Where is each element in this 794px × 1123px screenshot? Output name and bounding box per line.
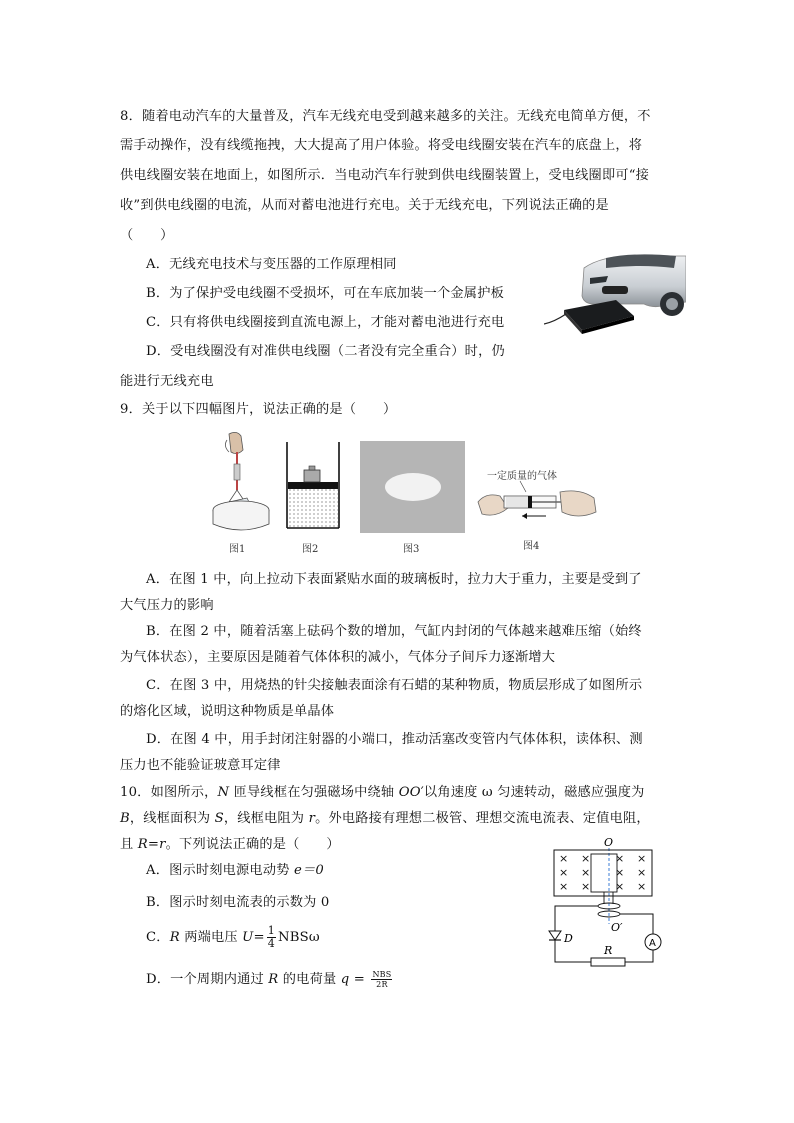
figure-4-syringe-image [476,478,600,528]
wireless-charging-car-image [544,250,686,336]
svg-text:×: × [637,866,647,879]
figure-1-glass-plate-image [207,430,277,540]
q8-line-2: 需手动操作，没有线缆拖拽，大大提高了用户体验。将受电线圈安装在汽车的底盘上，将 [120,138,643,153]
q9-option-c-line-2: 的熔化区域，说明这种物质是单晶体 [120,704,335,719]
figure-4-label: 图4 [523,541,540,552]
svg-text:×: × [615,852,625,865]
svg-text:×: × [637,880,647,893]
axis-label-o-top: O [604,836,614,849]
q10-stem-line-1: 10．如图所示，N 匝导线框在匀强磁场中绕轴 OO′以角速度 ω 匀速转动，磁感应强度为 [120,785,645,800]
resistor-label: R [604,944,613,957]
q9-stem: 9．关于以下四幅图片，说法正确的是（ ） [120,402,397,417]
svg-text:×: × [615,866,625,879]
svg-text:×: × [615,880,625,893]
figure-4-caption: 一定质量的气体 [487,471,557,482]
magnetic-field-crosses [559,852,646,893]
q8-line-3: 供电线圈安装在地面上，如图所示．当电动汽车行驶到供电线圈装置上，受电线圈即可“接 [120,168,650,183]
q8-answer-bracket: （ ） [120,228,174,243]
q9-option-a-line-2: 大气压力的影响 [120,598,214,613]
q8-option-d-cont: 能进行无线充电 [120,374,214,389]
svg-text:×: × [559,866,569,879]
ammeter-label: A [649,938,656,949]
q8-line-4: 收”到供电线圈的电流，从而对蓄电池进行充电。关于无线充电，下列说法正确的是 [120,198,609,213]
figure-2-cylinder-image [284,440,342,532]
q10-option-b: B．图示时刻电流表的示数为 0 [146,895,330,910]
diode-label: D [564,932,573,945]
svg-text:×: × [581,852,591,865]
q9-option-d-line-1: D．在图 4 中，用手封闭注射器的小端口，推动活塞改变管内气体体积，读体积、测 [146,732,643,747]
q8-option-c: C．只有将供电线圈接到直流电源上，才能对蓄电池进行充电 [146,315,505,330]
svg-text:×: × [581,866,591,879]
q8-option-b: B．为了保护受电线圈不受损坏，可在车底加装一个金属护板 [146,286,504,301]
q10-stem-line-3: 且 R=r。下列说法正确的是（ ） [120,837,340,852]
svg-text:×: × [559,852,569,865]
figure-3-wax-melt-image [360,441,465,533]
fraction-one-quarter: $\frac{1}{4}$ [267,924,275,950]
axis-label-o-bottom: O′ [611,921,623,934]
figure-1-label: 图1 [229,544,246,555]
q9-option-a-line-1: A．在图 1 中，向上拉动下表面紧贴水面的玻璃板时，拉力大于重力，主要是受到了 [146,572,642,587]
q10-option-d: D．一个周期内通过 R 的电荷量 q = $\frac{\text{NBS}}{2R}$ [146,970,392,989]
q8-line-1: 8．随着电动汽车的大量普及，汽车无线充电受到越来越多的关注。无线充电简单方便，不 [120,109,651,124]
figure-2-label: 图2 [302,544,319,555]
q9-option-c-line-1: C．在图 3 中，用烧热的针尖接触表面涂有石蜡的某种物质，物质层形成了如图所示 [146,678,643,693]
q8-option-d: D．受电线圈没有对准供电线圈（二者没有完全重合）时，仍 [146,344,505,359]
svg-text:×: × [559,880,569,893]
q10-option-c: C．R 两端电压 U= $\frac{1}{4}$ NBSω [146,924,320,950]
q9-option-b-line-1: B．在图 2 中，随着活塞上砝码个数的增加，气缸内封闭的气体越来越难压缩（始终 [146,624,642,639]
q9-option-b-line-2: 为气体状态），主要原因是随着气体体积的减小，气体分子间斥力逐渐增大 [120,650,556,665]
fraction-nbs-over-2r: $\frac{\text{NBS}}{2R}$ [372,970,392,989]
q8-option-a: A．无线充电技术与变压器的工作原理相同 [146,257,397,272]
q9-option-d-line-2: 压力也不能验证玻意耳定律 [120,758,281,773]
q10-stem-line-2: B，线框面积为 S，线框电阻为 r。外电路接有理想二极管、理想交流电流表、定值电阻， [120,811,650,826]
svg-text:×: × [581,880,591,893]
svg-text:×: × [637,852,647,865]
q10-option-a: A．图示时刻电源电动势 e＝0 [146,863,324,878]
figure-3-label: 图3 [403,544,420,555]
rotating-coil-circuit-diagram [547,834,667,970]
